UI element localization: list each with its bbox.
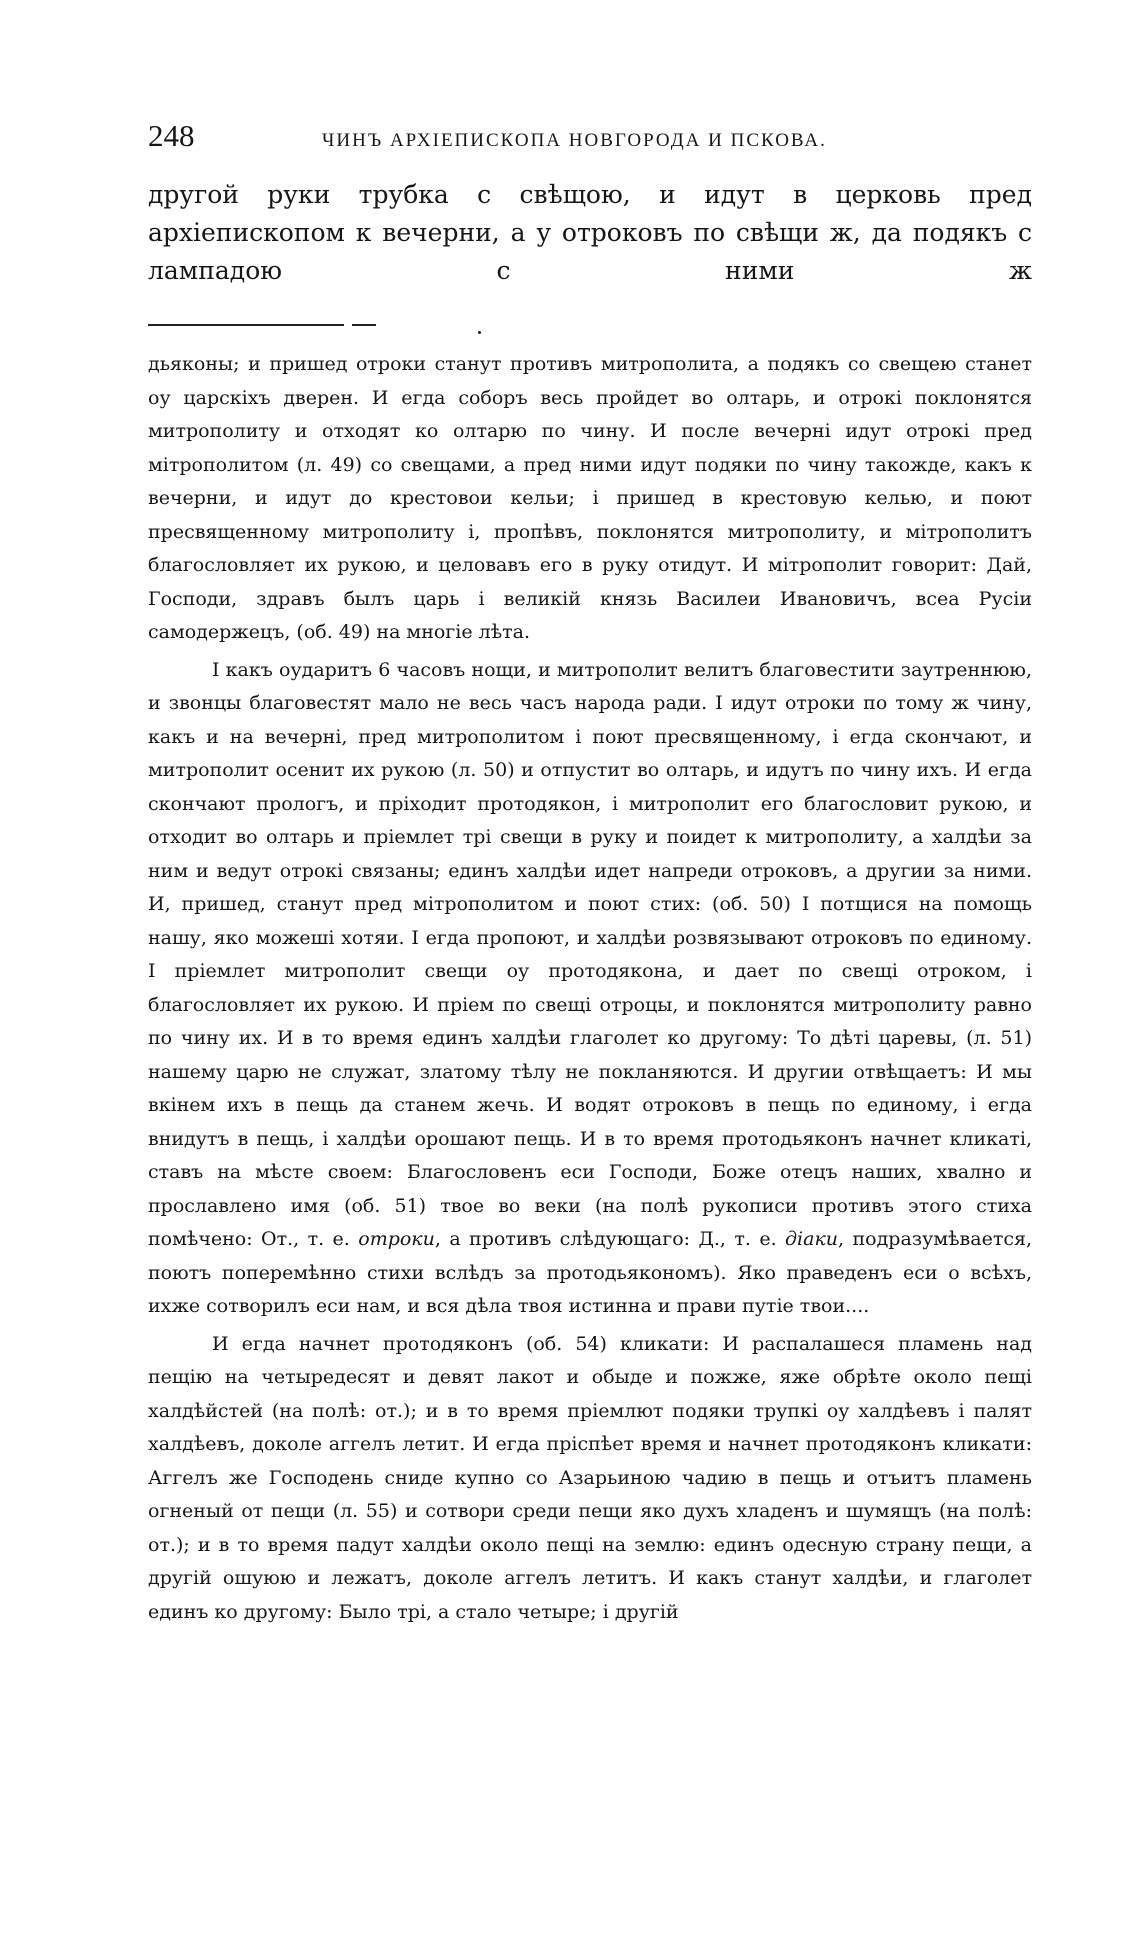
page-header bbox=[148, 118, 1032, 158]
footnote-block bbox=[148, 348, 1032, 1629]
page-number: 248 bbox=[148, 118, 195, 153]
footnote-rule bbox=[148, 310, 1032, 340]
italic-otroki: отроки bbox=[358, 1228, 435, 1250]
main-paragraph: другой руки трубка с свѣщою, и идут в церковь пред архіепископом к вечерни, а у отроковъ по свѣщи ж, да подякъ с лампадою с ними ж bbox=[148, 180, 1032, 285]
footnote-paragraph-1: дьяконы; и пришед отроки станут противъ митрополита, а подякъ со свещею станет оу царскіхъ дверен. И егда соборъ весь пройдет во олтарь, и отрокі поклонятся митрополиту и отходят ко олтарю по чину. И после вечерні идут отрокі пред мітрополитом (л. 49) со свещами, а пред ними идут подяки по чину такожде, какъ к вечерни, и идут до крестовои кельи; і пришед в крестовую келью, и поют пресвященному митрополиту і, пропѣвъ, поклонятся митрополиту, и мітрополитъ благословляет их рукою, и целовавъ его в руку отидут. И мітрополит говорит: Дай, Господи, здравъ былъ царь і великій князь Василеи Ивановичъ, всеа Русіи самодержецъ, (об. 49) на многіе лѣта. bbox=[148, 353, 1032, 643]
footnote-paragraph-2-mid: , а противъ слѣдующаго: Д., т. е. bbox=[434, 1228, 786, 1250]
rule-line bbox=[148, 324, 344, 326]
document-page bbox=[148, 118, 1032, 1908]
footnote-paragraph-2-end: , подразумѣвается, поютъ поперемѣнно стихи вслѣдъ за протодьякономъ). Яко праведенъ еси о всѣхъ, ихже сотворилъ еси нам, и вся дѣла твоя истинна и прави путіе твои.... bbox=[148, 1228, 1033, 1317]
italic-diaki: діаки bbox=[785, 1228, 839, 1250]
rule-dot bbox=[478, 331, 481, 334]
rule-dash bbox=[352, 324, 376, 326]
main-text bbox=[148, 176, 1032, 290]
running-title: ЧИНЪ АРХІЕПИСКОПА НОВГОРОДА И ПСКОВА. bbox=[322, 130, 827, 151]
footnote-paragraph-2-text: І какъ оударитъ 6 часовъ нощи, и митрополит велитъ благовестити заутреннюю, и звонцы благовестят мало не весь часъ народа ради. І идут отроки по тому ж чину, какъ и на вечерні, пред митрополитом і поют пресвященному, і егда скончают, и митрополит осенит их рукою (л. 50) и отпустит во олтарь, и идутъ по чину ихъ. И егда скончают прологъ, и пріходит протодякон, і митрополит его благословит рукою, и отходит во олтарь и пріемлет трі свещи в руку и поидет к митрополиту, а халдѣи за ним и ведут отрокі связаны; единъ халдѣи идет напреди отроковъ, а другии за ними. И, пришед, станут пред мітрополитом и поют стих: (об. 50) І потщися на помощь нашу, яко можеші хотяи. І егда пропоют, и халдѣи розвязывают отроковъ по единому. І пріемлет митрополит свещи оу протодякона, и дает по свещі отроком, і благословляет их рукою. И пріем по свещі отроцы, и поклонятся митрополиту равно по чину их. И в то время единъ халдѣи глаголет ко другому: То дѣті царевы, (л. 51) нашему царю не служат, златому тѣлу не покланяются. И другии отвѣщаетъ: И мы вкінем ихъ в пещь да станем жечь. И водят отроковъ в пещь по единому, і егда внидутъ в пещь, і халдѣи орошают пещь. И в то время протодьяконъ начнет кликаті, ставъ на мѣсте своем: Благословенъ еси Господи, Боже отецъ наших, хвално и прославлено имя (об. 51) твое во веки (на полѣ рукописи противъ этого стиха помѣчено: От., т. е. bbox=[148, 658, 1032, 1250]
footnote-paragraph-3: И егда начнет протодяконъ (об. 54) кликати: И распалашеся пламень над пещію на четыредесят и девят лакот и обыде и пожже, яже обрѣте около пещі халдѣйстей (на полѣ: от.); и в то время пріемлют подяки трупкі оу халдѣевъ і палят халдѣевъ, доколе аггелъ летит. И егда пріспѣет время и начнет протодяконъ кликати: Аггелъ же Господень сниде купно со Азарьиною чадию в пещь и отъитъ пламень огненый от пещи (л. 55) и сотвори среди пещи яко духъ хладенъ и шумящъ (на полѣ: от.); и в то время падут халдѣи около пещі на землю: единъ одесную страну пещи, а другій ошуюю и лежатъ, доколе аггелъ летитъ. И какъ станут халдѣи, и глаголет единъ ко другому: Было трі, а стало четыре; і другій bbox=[148, 1332, 1032, 1623]
footnote-paragraph-2 bbox=[148, 654, 1032, 1324]
